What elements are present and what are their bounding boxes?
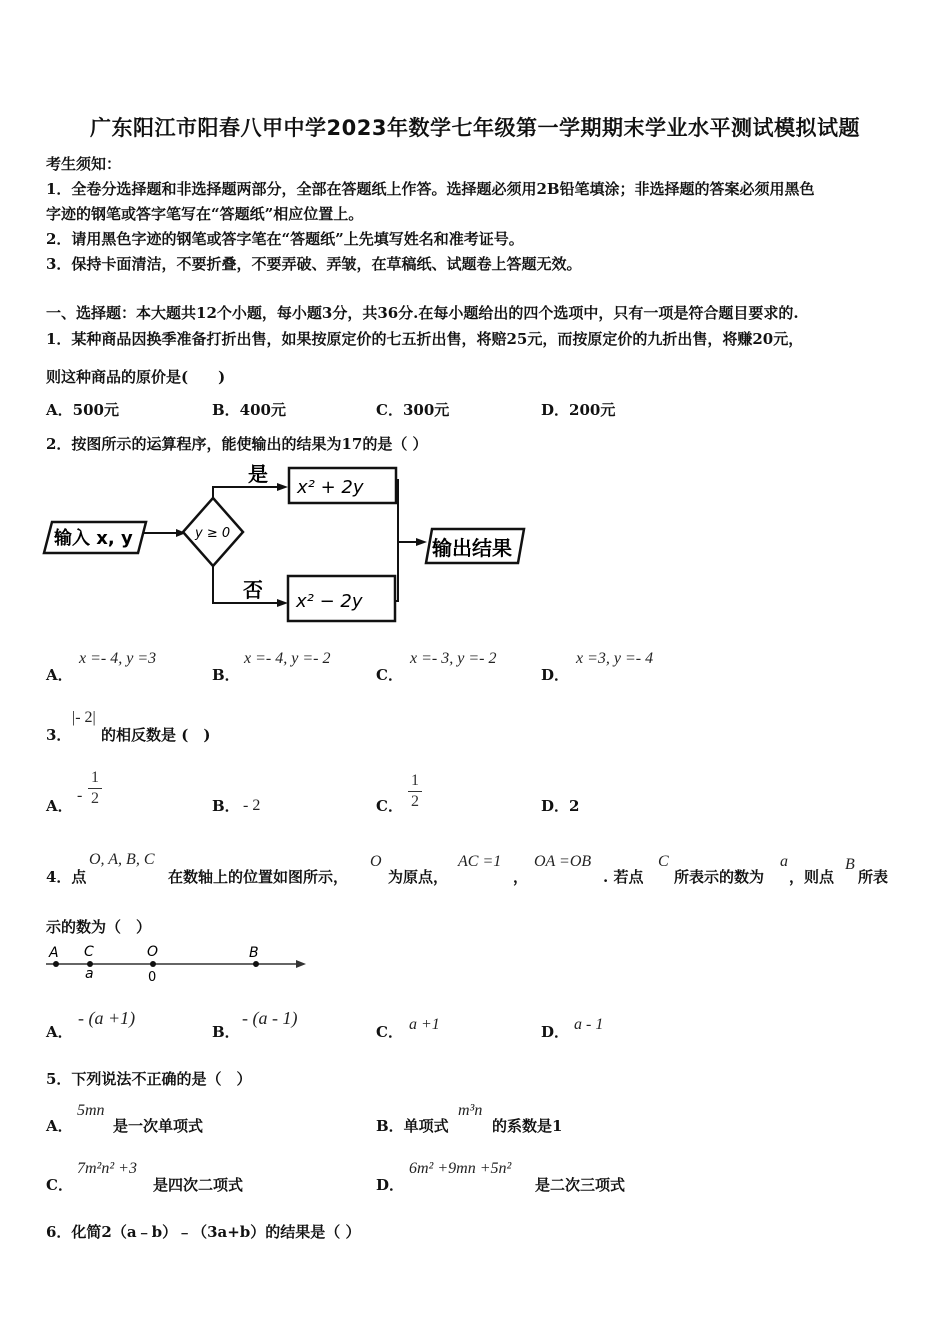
svg-text:O: O [147,944,159,960]
svg-text:A: A [49,945,59,961]
q4-math-a: a [780,853,788,870]
q4-option-c-label: C． [376,1023,403,1041]
question-2-stem: 2．按图所示的运算程序，能使输出的结果为17的是（ ） [46,435,428,453]
question-4-text: 所表 [858,868,889,886]
q1-option-d: D．200元 [541,401,616,419]
question-4-text-2: 示的数为（ ） [46,918,152,936]
q5-option-d-label: D． [376,1176,405,1194]
q4-math-oa-ob: OA =OB [534,853,592,870]
q5-option-a-text: 是一次单项式 [113,1117,204,1135]
question-3-num: 3． [46,726,72,744]
q3-option-d-label: D．2 [541,797,580,815]
fraction-numerator: 1 [91,769,99,786]
notice-item: 字迹的钢笔或答字笔写在“答题纸”相应位置上。 [46,205,364,223]
q2-option-a-math: x =- 4, y =3 [79,650,157,667]
q1-option-c: C．300元 [376,401,450,419]
q4-math-c: C [658,853,669,870]
svg-text:0: 0 [148,970,157,985]
section-heading: 一、选择题：本大题共12个小题，每小题3分，共36分.在每小题给出的四个选项中，只有一项是符合题目要求的. [46,304,799,322]
number-line [40,938,310,988]
page-title: 广东阳江市阳春八甲中学2023年数学七年级第一学期期末学业水平测试模拟试题 [90,116,860,140]
q2-option-a-label: A． [46,666,73,684]
question-5-stem: 5．下列说法不正确的是（ ） [46,1070,252,1088]
notice-item: 1．全卷分选择题和非选择题两部分，全部在答题纸上作答。选择题必须用2B铅笔填涂；非选择题的答案必须用黑色 [46,180,815,198]
fraction-denominator: 2 [411,793,419,810]
flow-top-expr: x² + 2y [297,477,364,498]
flow-bottom-expr: x² − 2y [296,591,363,612]
notice-item: 2．请用黑色字迹的钢笔或答字笔在“答题纸”上先填写姓名和准考证号。 [46,230,524,248]
flowchart [40,455,540,635]
q4-option-d-math: a - 1 [574,1016,604,1033]
q2-option-d-label: D． [541,666,570,684]
flow-input-text: 输入 x, y [54,528,133,549]
q4-option-b-math: - (a - 1) [242,1008,298,1028]
q1-option-a: A．500元 [46,401,119,419]
flow-no-label: 否 [243,578,263,602]
flow-yes-label: 是 [248,462,268,486]
q3-option-b-label: B． [212,797,240,815]
q4-option-b-label: B． [212,1023,240,1041]
q3-option-a-fraction [88,769,102,808]
q4-math-points: O, A, B, C [89,851,155,868]
q5-option-b-label: B．单项式 [376,1117,449,1135]
question-4-text: ， [513,868,529,886]
q3-option-a-sign: - [77,787,83,804]
fraction-denominator: 2 [91,790,99,807]
q4-option-c-math: a +1 [409,1016,440,1033]
question-4-text: . 若点 [603,868,644,886]
notice-item: 3．保持卡面清洁，不要折叠，不要弄破、弄皱，在草稿纸、试题卷上答题无效。 [46,255,582,273]
svg-text:a: a [85,966,94,982]
fraction-numerator: 1 [411,772,419,789]
q3-math: |- 2| [72,709,96,726]
q2-option-c-label: C． [376,666,403,684]
q4-option-a-label: A． [46,1023,73,1041]
notice-heading: 考生须知： [46,155,122,173]
q4-option-a-math: - (a +1) [78,1008,136,1028]
q5-option-a-label: A． [46,1117,73,1135]
q4-math-ac: AC =1 [458,853,502,870]
question-4-text: 为原点， [388,868,449,886]
question-4-text: 4．点 [46,868,87,886]
q5-option-c-math: 7m²n² +3 [77,1160,137,1177]
question-4-text: ，则点 [789,868,835,886]
q2-option-c-math: x =- 3, y =- 2 [410,650,497,667]
q3-option-a-label: A． [46,797,73,815]
q3-option-c-fraction [408,772,422,811]
q4-math-o: O [370,853,382,870]
q2-option-d-math: x =3, y =- 4 [576,650,654,667]
q5-option-b-text: 的系数是1 [492,1117,563,1135]
q5-option-d-math: 6m² +9mn +5n² [409,1160,512,1177]
question-1-stem: 1．某种商品因换季准备打折出售，如果按原定价的七五折出售，将赔25元，而按原定价的九折出售，将赚20元， [46,330,804,348]
q2-option-b-math: x =- 4, y =- 2 [244,650,331,667]
question-4-text: 在数轴上的位置如图所示， [168,868,349,886]
question-4-text: 所表示的数为 [674,868,765,886]
svg-text:B: B [249,945,259,961]
flow-condition: y ≥ 0 [195,526,231,541]
q4-option-d-label: D． [541,1023,570,1041]
svg-text:C: C [84,944,94,960]
q2-option-b-label: B． [212,666,240,684]
q5-option-a-math: 5mn [77,1102,105,1119]
question-1-stem-2: 则这种商品的原价是( ) [46,368,226,386]
q3-option-c-label: C． [376,797,403,815]
q5-option-b-math: m³n [458,1102,483,1119]
question-6-stem: 6．化简2（a﹣b）﹣（3a+b）的结果是（ ） [46,1223,361,1241]
q5-option-c-text: 是四次二项式 [153,1176,244,1194]
q5-option-d-text: 是二次三项式 [535,1176,626,1194]
q5-option-c-label: C． [46,1176,73,1194]
q4-math-b: B [845,856,855,873]
question-3-stem: 的相反数是 ( ) [101,726,211,744]
flow-output-text: 输出结果 [432,536,512,560]
q1-option-b: B．400元 [212,401,286,419]
q3-option-b-value: - 2 [243,797,261,814]
